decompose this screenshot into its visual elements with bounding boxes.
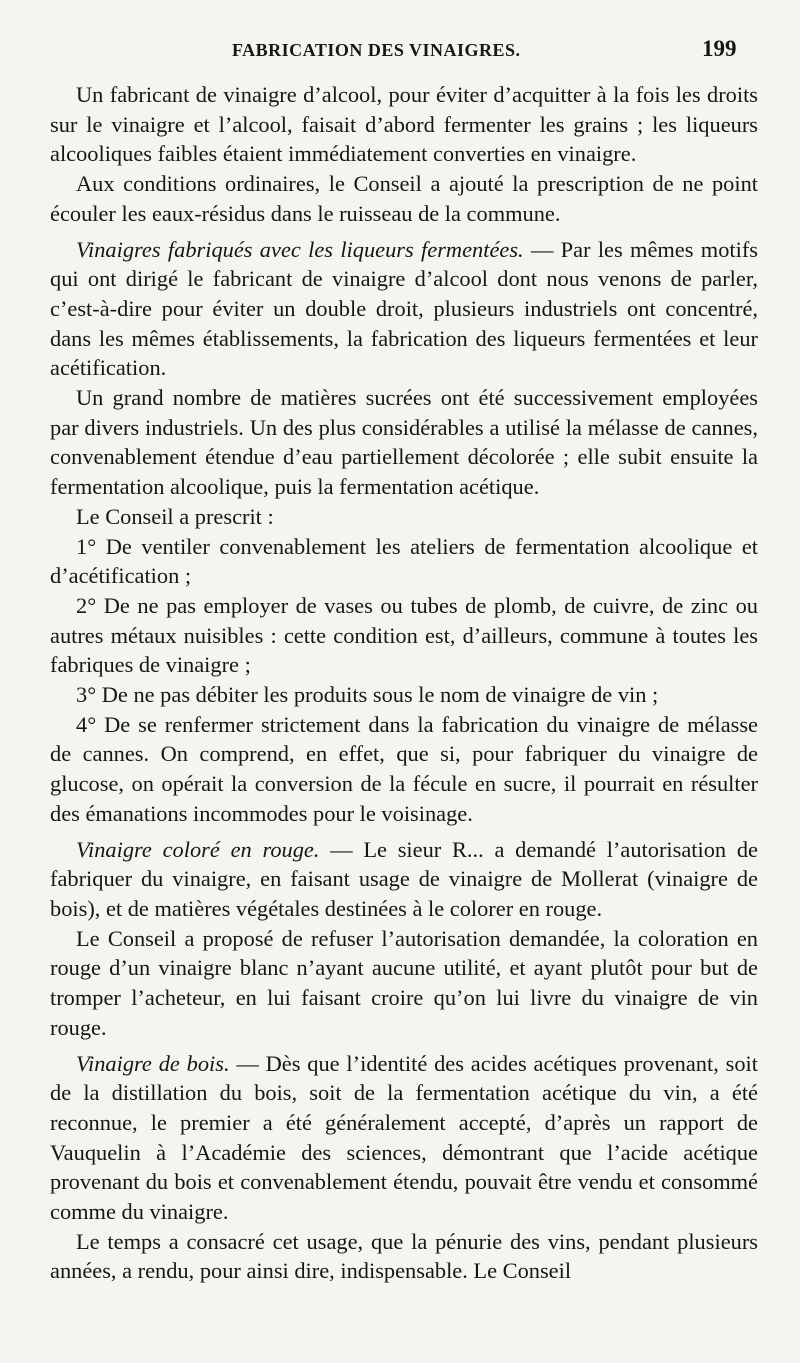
paragraph: Un grand nombre de matières sucrées ont été successivement employées par divers industriels. Un des plus considérables a utilisé la mélasse de cannes, convenablement étendue d’eau partiellement décolorée ; elle subit ensuite la fermentation alcoolique, puis la fermentation acétique. bbox=[50, 385, 758, 500]
list-item: 4° De se renfermer strictement dans la fabrication du vinaigre de mélasse de cannes. On comprend, en effet, que si, pour fabriquer du vinaigre de glucose, on opérait la conversion de la fécule en sucre, il pourrait en résulter des émanations incommodes pour le voisinage. bbox=[50, 711, 758, 826]
page-body bbox=[50, 80, 758, 1286]
paragraph: Le temps a consacré cet usage, que la pénurie des vins, pendant plusieurs années, a rendu, pour ainsi dire, indispensable. Le Conseil bbox=[50, 1228, 758, 1284]
section-paragraph: Vinaigre coloré en rouge. — Le sieur R... a demandé l’autorisation de fabriquer du vinaigre, en faisant usage de vinaigre de Mollerat (vinaigre de bois), et de matières végétales destinées à le colorer en rouge. bbox=[50, 836, 758, 921]
section-heading: Vinaigre coloré en rouge. bbox=[76, 836, 320, 862]
list-item: 3° De ne pas débiter les produits sous le nom de vinaigre de vin ; bbox=[76, 682, 659, 708]
paragraph: Un fabricant de vinaigre d’alcool, pour éviter d’acquitter à la fois les droits sur le vinaigre et l’alcool, faisait d’abord fermenter les grains ; les liqueurs alcooliques faibles étaient immédiatement converties en vinaigre. bbox=[50, 82, 758, 167]
paragraph: Le Conseil a prescrit : bbox=[76, 503, 274, 529]
section-paragraph: Vinaigres fabriqués avec les liqueurs fermentées. — Par les mêmes motifs qui ont dirigé le fabricant de vinaigre d’alcool dont nous venons de parler, c’est-à-dire pour éviter un double droit, plusieurs industriels ont concentré, dans les mêmes établissements, la fabrication des liqueurs fermentées et leur acétification. bbox=[50, 236, 759, 381]
section-paragraph: Vinaigre de bois. — Dès que l’identité des acides acétiques provenant, soit de la distillation du bois, soit de la fermentation acétique du vin, a été reconnue, le premier a été généralement accepté, d’après un rapport de Vauquelin à l’Académie des sciences, démontrant que l’acide acétique provenant du bois et convenablement étendu, pouvait être vendu et consommé comme du vinaigre. bbox=[50, 1050, 758, 1225]
paragraph: Aux conditions ordinaires, le Conseil a ajouté la prescription de ne point écouler les eaux-résidus dans le ruisseau de la commune. bbox=[50, 171, 758, 226]
list-item: 1° De ventiler convenablement les ateliers de fermentation alcoolique et d’acétification ; bbox=[50, 533, 758, 589]
paragraph: Le Conseil a proposé de refuser l’autorisation demandée, la coloration en rouge d’un vinaigre blanc n’ayant aucune utilité, et ayant plutôt pour but de tromper l’acheteur, en lui faisant croire qu’on lui livre du vinaigre de vin rouge. bbox=[50, 925, 758, 1040]
page-number: 199 bbox=[702, 36, 737, 61]
running-title: FABRICATION DES VINAIGRES. bbox=[232, 40, 521, 60]
section-heading: Vinaigres fabriqués avec les liqueurs fermentées. bbox=[76, 236, 524, 262]
section-heading: Vinaigre de bois. bbox=[76, 1050, 230, 1076]
list-item: 2° De ne pas employer de vases ou tubes de plomb, de cuivre, de zinc ou autres métaux nuisibles : cette condition est, d’ailleurs, commune à toutes les fabriques de vinaigre ; bbox=[50, 592, 758, 678]
running-header bbox=[0, 32, 800, 72]
